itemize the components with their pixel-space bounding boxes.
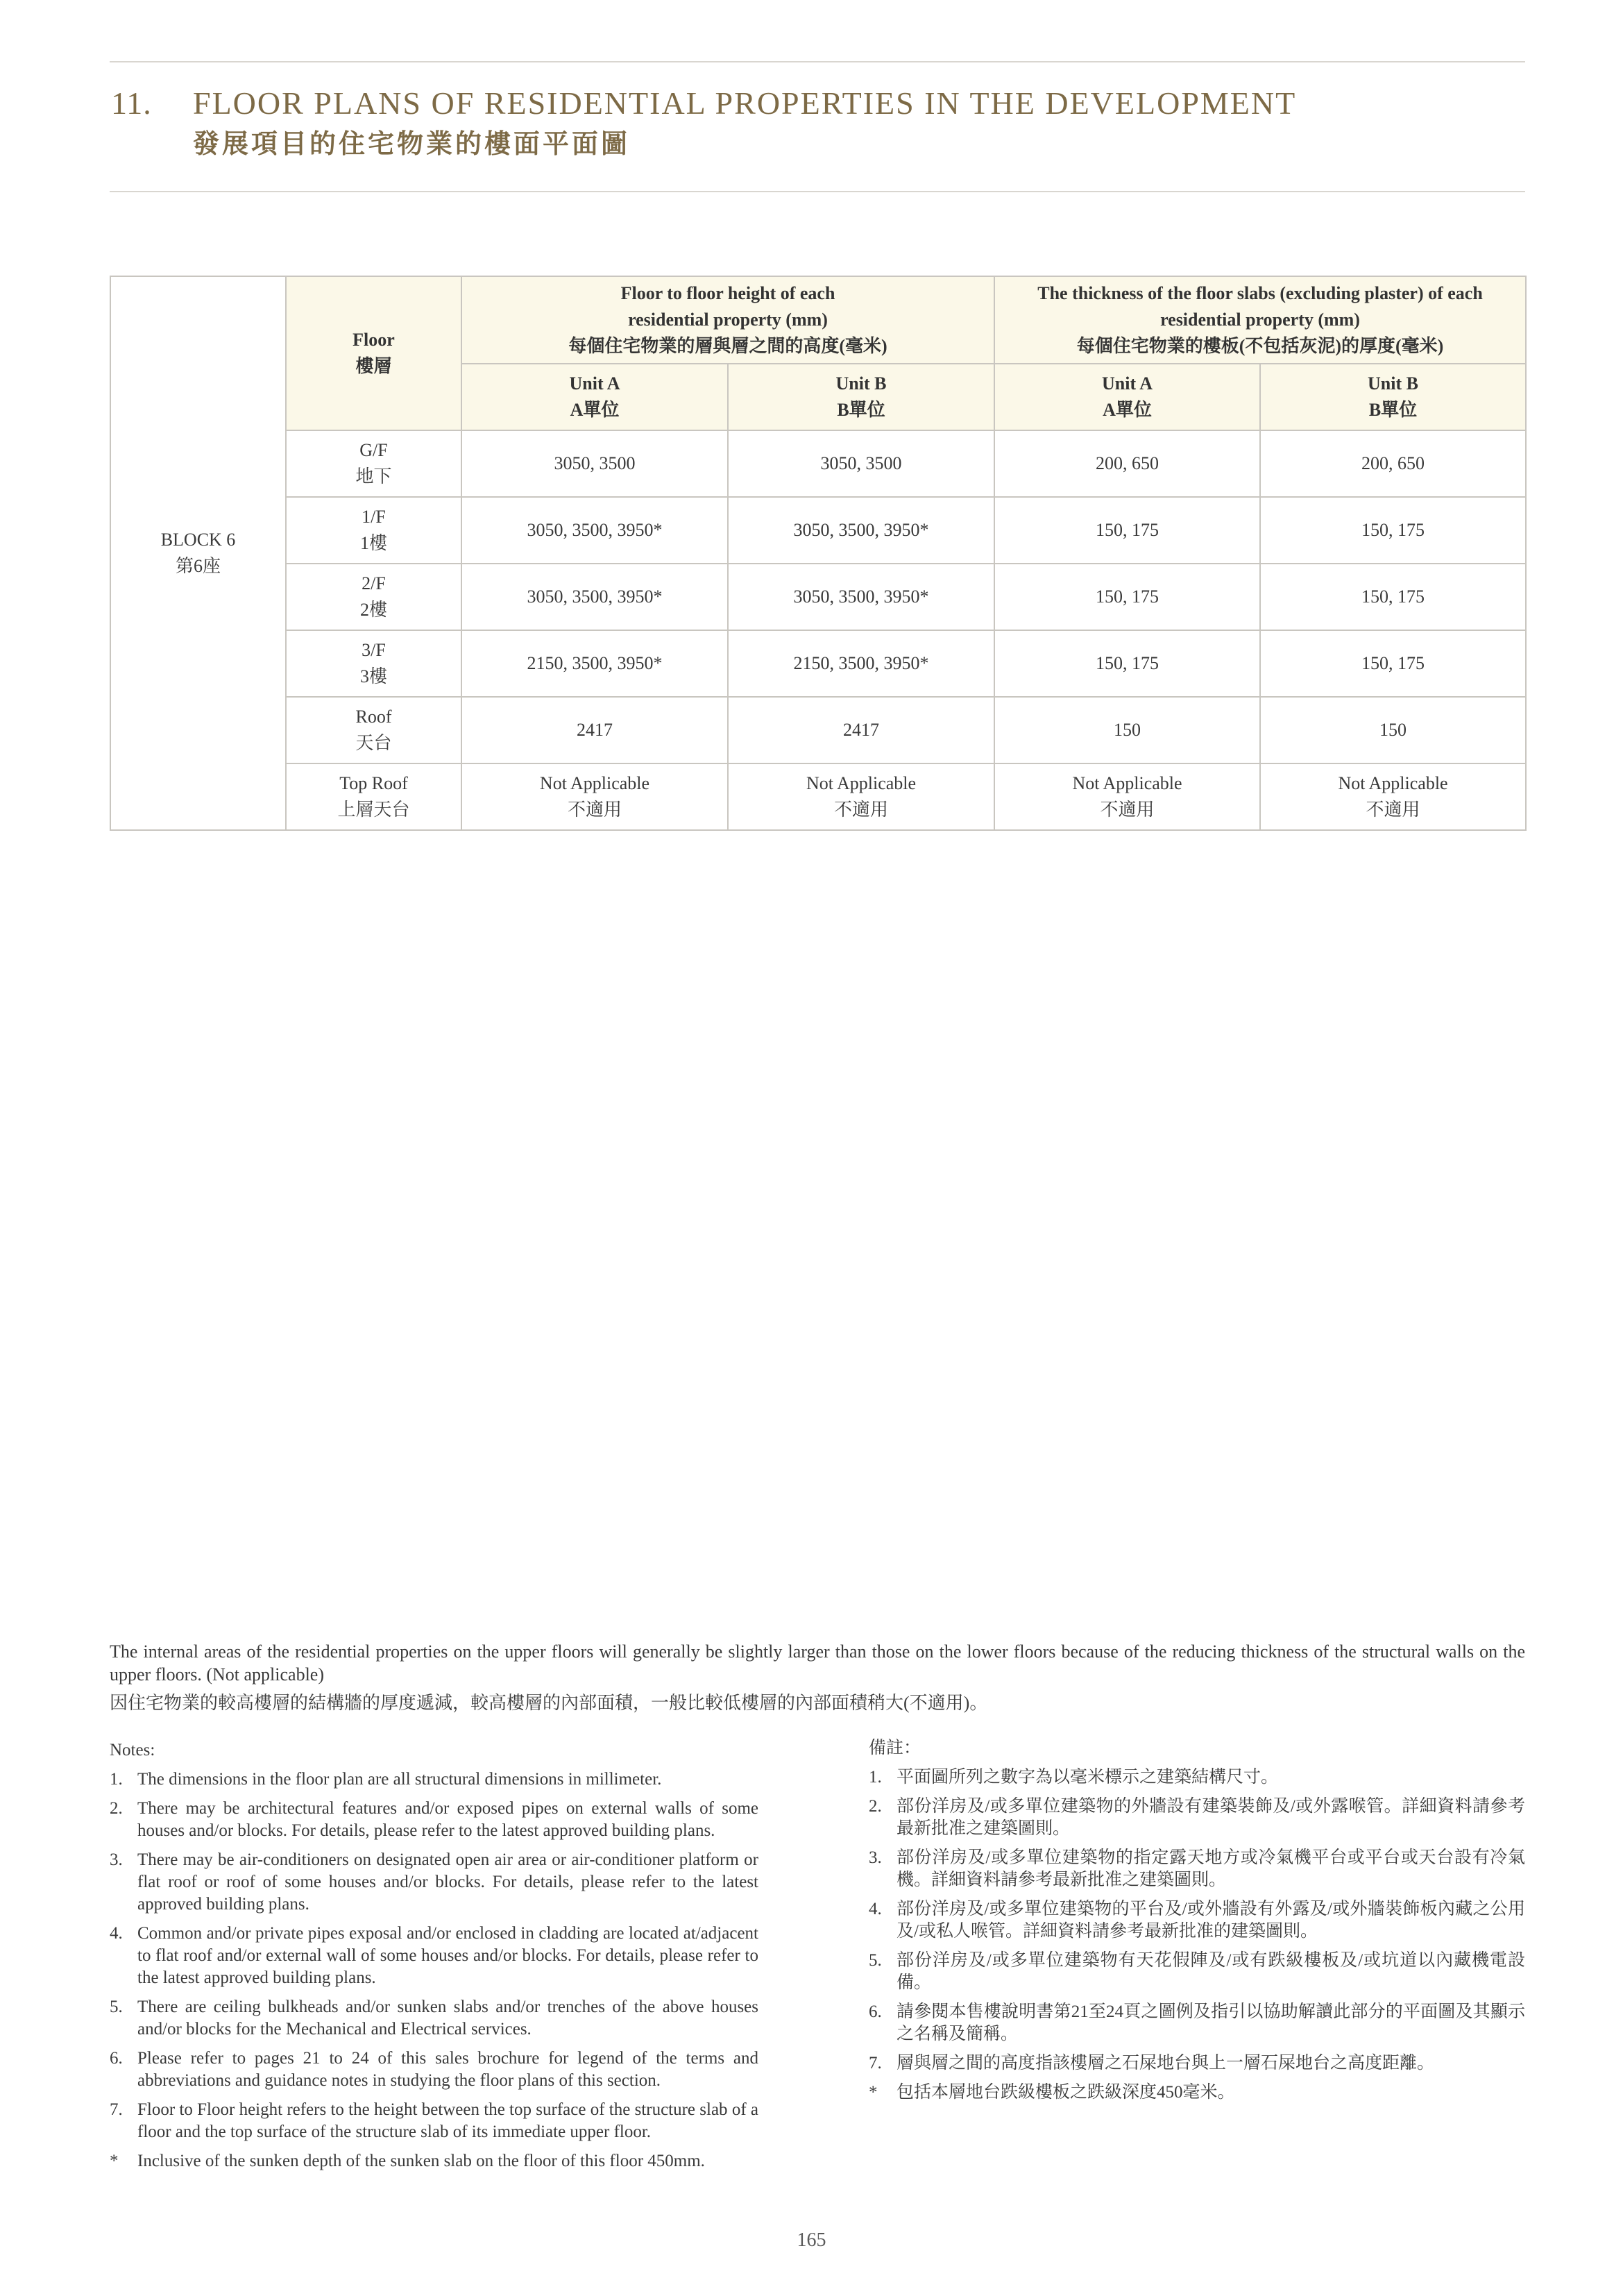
note-item-zh [869,1950,1525,1994]
note-item [110,1769,758,1791]
height-unit-a [461,763,728,830]
table-row [110,430,1526,497]
note-text: 部份洋房及/或多單位建築物的指定露天地方或冷氣機平台或平台或天台設有冷氣機。詳細資料請參考最新批准之建築圖則。 [897,1848,1525,1889]
note-text: 包括本層地台跌級樓板之跌級深度450毫米。 [897,2083,1235,2102]
floor-cell [286,497,461,564]
floor-label-zh: 2樓 [359,600,387,620]
block-label: BLOCK 6 [160,530,236,550]
note-number: 7. [869,2054,882,2073]
floor-label: 1/F [362,507,386,527]
note-number: 3. [110,1850,123,1869]
thickness-unit-a: 150, 175 [994,630,1260,697]
note-text: Please refer to pages 21 to 24 of this sales brochure for legend of the terms and abbreviations and guidance notes in studying the floor plans of this section. [137,2049,758,2090]
note-number: 3. [869,1848,882,1867]
height-unit-b [728,763,994,830]
table-row [110,630,1526,697]
thickness-header-line2: residential property (mm) [1160,310,1360,330]
height-header-zh: 每個住宅物業的層與層之間的高度(毫米) [568,336,887,356]
note-number: 4. [869,1900,882,1918]
note-number: 2. [110,1799,123,1818]
unit-b-label-zh: B單位 [837,400,885,420]
floor-label-zh: 1樓 [359,533,387,553]
note-number: 4. [110,1924,123,1943]
floor-height-table [110,276,1527,831]
floor-cell [286,564,461,630]
thickness-unit-b: 150, 175 [1260,630,1526,697]
thickness-unit-b: 150, 175 [1260,497,1526,564]
thickness-unit-a: 200, 650 [994,430,1260,497]
note-number: 6. [869,2002,882,2021]
table-row [110,697,1526,763]
notes-zh [869,1737,1525,2111]
note-item [110,1996,758,2041]
note-item [110,1849,758,1916]
not-applicable: Not Applicable [539,773,650,793]
thickness-header [994,276,1526,364]
table-row [110,497,1526,564]
floor-cell [286,630,461,697]
note-text: Inclusive of the sunken depth of the sunken slab on the floor of this floor 450mm. [137,2152,705,2170]
notes-heading: Notes: [110,1741,155,1759]
note-item [110,1798,758,1842]
floor-label: Top Roof [339,773,408,793]
note-text: 部份洋房及/或多單位建築物有天花假陣及/或有跌級樓板及/或坑道以內藏機電設備。 [897,1951,1525,1992]
section-title: FLOOR PLANS OF RESIDENTIAL PROPERTIES IN THE DEVELOPMENT [193,85,1297,121]
thickness-unit-a [994,763,1260,830]
note-number: 5. [110,1998,123,2016]
note-item-zh [869,1847,1525,1891]
notes-heading-zh: 備註： [869,1739,921,1757]
height-unit-a: 2417 [461,697,728,763]
note-number: 1. [869,1768,882,1787]
not-applicable-zh: 不適用 [567,800,622,820]
thickness-unit-b: 150, 175 [1260,564,1526,630]
table-row [110,564,1526,630]
internal-area-statement-zh: 因住宅物業的較高樓層的結構牆的厚度遞減，較高樓層的內部面積，一般比較低樓層的內部面積稍大(不適用)。 [110,1693,988,1713]
note-text: There are ceiling bulkheads and/or sunken slabs and/or trenches of the above houses and/or blocks for the Mechanical and Electrical services. [137,1998,758,2038]
thickness-unit-a: 150 [994,697,1260,763]
note-item [110,2048,758,2092]
header-bottom-rule [110,191,1525,192]
floor-header-en: Floor [352,330,395,350]
height-unit-a: 3050, 3500, 3950* [461,564,728,630]
thickness-header-line1: The thickness of the floor slabs (excluding plaster) of each [1037,283,1483,303]
height-unit-b: 2417 [728,697,994,763]
note-text: 平面圖所列之數字為以毫米標示之建築結構尺寸。 [897,1768,1279,1787]
note-text: The dimensions in the floor plan are all structural dimensions in millimeter. [137,1770,662,1789]
not-applicable: Not Applicable [1338,773,1448,793]
floor-header-zh: 樓層 [355,356,392,376]
height-unit-a-header [461,364,728,430]
floor-cell [286,430,461,497]
height-header-line2: residential property (mm) [628,310,828,330]
thickness-unit-a: 150, 175 [994,564,1260,630]
note-item-zh [869,1766,1525,1789]
unit-a-label-zh: A單位 [570,400,620,420]
note-text: Common and/or private pipes exposal and/or enclosed in cladding are located at/adjacent to flat roof and/or external wall of some houses and/or blocks. For details, please refer to the latest approved building plans. [137,1924,758,1987]
note-item-zh [869,2052,1525,2075]
floor-label: 3/F [362,640,386,660]
note-text: There may be air-conditioners on designated open air area or air-conditioner platform or flat roof or roof of some houses and/or blocks. For details, please refer to the latest approved building plans. [137,1850,758,1914]
not-applicable-zh: 不適用 [1100,800,1155,820]
height-unit-b: 3050, 3500, 3950* [728,564,994,630]
section-number: 11. [111,85,152,121]
note-item [110,2099,758,2143]
notes-en [110,1739,758,2179]
floor-label-zh: 天台 [355,733,392,753]
not-applicable: Not Applicable [1072,773,1182,793]
note-item [110,1923,758,1989]
thickness-unit-b: 200, 650 [1260,430,1526,497]
note-item-zh [869,2001,1525,2045]
unit-a-label: Unit A [569,373,620,394]
floor-header [286,276,461,430]
table-row [110,763,1526,830]
thickness-unit-a-header [994,364,1260,430]
top-rule [110,61,1525,62]
height-unit-b: 3050, 3500 [728,430,994,497]
unit-b-label: Unit B [835,373,887,394]
thickness-unit-a: 150, 175 [994,497,1260,564]
floor-label-zh: 3樓 [359,666,387,686]
floor-label-zh: 地下 [355,466,392,487]
section-title-zh: 發展項目的住宅物業的樓面平面圖 [193,130,631,159]
height-unit-a: 3050, 3500 [461,430,728,497]
note-item-zh [869,1796,1525,1840]
note-text: 部份洋房及/或多單位建築物的外牆設有建築裝飾及/或外露喉管。詳細資料請參考最新批准之建築圖則。 [897,1797,1525,1838]
floor-label-zh: 上層天台 [337,800,410,820]
height-unit-b: 2150, 3500, 3950* [728,630,994,697]
note-number: 6. [110,2049,123,2068]
floor-cell [286,697,461,763]
floor-label: G/F [359,440,388,460]
internal-area-statement-en: The internal areas of the residential properties on the upper floors will generally be slightly larger than those on the lower floors because of the reducing thickness of the structural walls on the upper floors. (Not applicable) [110,1641,1525,1685]
note-item-zh [869,1898,1525,1943]
floor-label: 2/F [362,573,386,593]
not-applicable-zh: 不適用 [1366,800,1420,820]
note-item [110,2150,758,2172]
unit-b-label: Unit B [1368,373,1418,394]
height-unit-a: 3050, 3500, 3950* [461,497,728,564]
block-label-zh: 第6座 [175,556,221,576]
height-unit-b: 3050, 3500, 3950* [728,497,994,564]
note-number: * [869,2083,878,2102]
unit-a-label-zh: A單位 [1103,400,1152,420]
note-text: 請參閱本售樓說明書第21至24頁之圖例及指引以協助解讀此部分的平面圖及其顯示之名稱及簡稱。 [897,2002,1525,2043]
height-unit-b-header [728,364,994,430]
thickness-header-zh: 每個住宅物業的樓板(不包括灰泥)的厚度(毫米) [1076,336,1444,356]
note-text: 部份洋房及/或多單位建築物的平台及/或外牆設有外露及/或外牆裝飾板內藏之公用及/或私人喉管。詳細資料請參考最新批准的建築圖則。 [897,1900,1525,1941]
block-cell [110,276,286,830]
note-number: * [110,2152,119,2170]
note-text: Floor to Floor height refers to the height between the top surface of the structure slab of a floor and the top surface of the structure slab of its immediate upper floor. [137,2100,758,2141]
page-number: 165 [797,2229,826,2251]
note-number: 7. [110,2100,123,2119]
not-applicable-zh: 不適用 [834,800,889,820]
unit-b-label-zh: B單位 [1368,400,1418,420]
note-text: There may be architectural features and/or exposed pipes on external walls of some houses and/or blocks. For details, please refer to the latest approved building plans. [137,1799,758,1840]
unit-a-label: Unit A [1102,373,1153,394]
note-number: 1. [110,1770,123,1789]
thickness-unit-b: 150 [1260,697,1526,763]
thickness-unit-b [1260,763,1526,830]
height-header-line1: Floor to floor height of each [620,283,835,303]
note-number: 2. [869,1797,882,1816]
internal-area-statement [110,1640,1525,1714]
thickness-unit-b-header [1260,364,1526,430]
floor-label: Roof [355,707,392,727]
height-unit-a: 2150, 3500, 3950* [461,630,728,697]
not-applicable: Not Applicable [806,773,917,793]
floor-cell [286,763,461,830]
note-number: 5. [869,1951,882,1970]
note-text: 層與層之間的高度指該樓層之石屎地台與上一層石屎地台之高度距離。 [897,2054,1435,2073]
height-header [461,276,994,364]
note-item-zh [869,2082,1525,2104]
